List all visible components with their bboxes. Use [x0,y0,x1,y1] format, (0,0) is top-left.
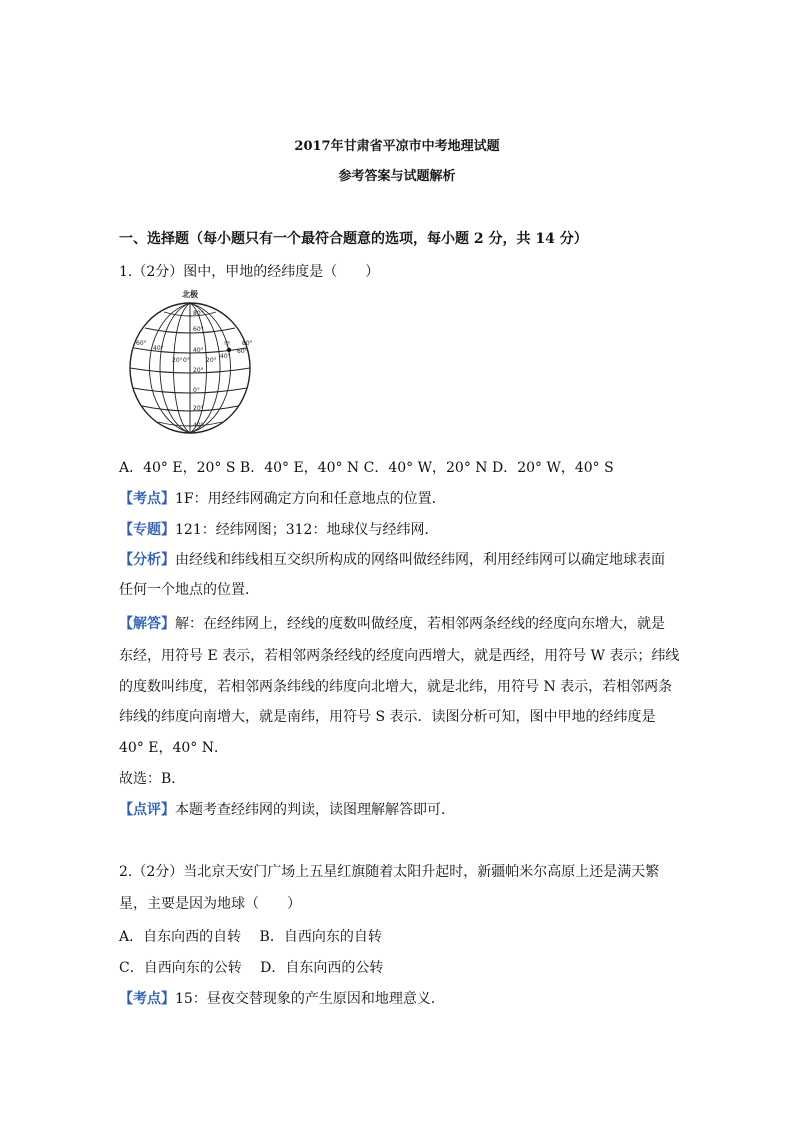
kaodian-text: 15：昼夜交替现象的产生原因和地理意义． [175,991,445,1007]
point-jia-marker [227,348,231,352]
lat-label: 40° [193,422,204,429]
question-1-stem: 1.（2分）图中，甲地的经纬度是（ ） [119,264,380,280]
q1-dianping [119,799,679,819]
jieda-line: 40° E，40° N． [119,740,228,756]
kaodian-tag: 【考点】 [119,491,175,507]
lon-label: 20° [206,357,217,364]
point-jia-label: 甲 [224,341,231,348]
q1-kaodian [119,488,679,508]
lat-label: 80° [193,310,204,317]
zhuanti-text: 121：经纬网图；312：地球仪与经纬网． [175,522,439,538]
q1-fenxi [119,549,679,569]
question-2-stem: 2.（2分）当北京天安门广场上五星红旗随着太阳升起时，新疆帕米尔高原上还是满天繁 [119,864,660,880]
jieda-line: 东经，用符号 E 表示，若相邻两条经线的经度向西增大，就是西经，用符号 W 表示；纬线 [119,648,680,664]
globe-figure [120,288,260,436]
lat-label: 0° [193,387,200,394]
jieda-line: 的度数叫纬度，若相邻两条纬线的纬度向北增大，就是北纬，用符号 N 表示，若相邻两条 [119,679,673,695]
lon-label: 40° [220,353,231,360]
doc-title: 2017年甘肃省平凉市中考地理试题 [294,139,500,154]
kaodian-tag: 【考点】 [119,991,175,1007]
q2-kaodian [119,988,679,1008]
lon-label: 0° [183,357,190,364]
dianping-tag: 【点评】 [119,802,175,818]
fenxi-tag: 【分析】 [119,552,175,568]
q1-jieda [119,613,679,633]
zhuanti-tag: 【专题】 [119,522,175,538]
question-2-options: A．自东向西的自转 B．自西向东的自转 [119,929,382,945]
question-2-stem: 星，主要是因为地球（ ） [119,896,301,912]
jieda-line: 解：在经纬网上，经线的度数叫做经度，若相邻两条经线的经度向东增大，就是 [175,616,665,632]
section-heading: 一、选择题（每小题只有一个最符合题意的选项，每小题 2 分，共 14 分） [119,231,588,247]
meridian-line [160,303,190,433]
lon-label: 80° [242,340,253,347]
fenxi-line: 任何一个地点的位置． [119,582,259,598]
kaodian-text: 1F：用经纬网确定方向和任意地点的位置． [175,491,446,507]
lat-label: 20° [193,367,204,374]
doc-subtitle: 参考答案与试题解析 [338,169,456,184]
jieda-line: 纬线的纬度向南增大，就是南纬，用符号 S 表示．读图分析可知，图中甲地的经纬度是 [119,709,656,725]
meridian-line [174,303,191,433]
lon-label: 60° [136,340,147,347]
question-1-options: A．40° E，20° S B．40° E，40° N C．40° W，20° N D．20° W，40° S [119,460,614,476]
dianping-text: 本题考查经纬网的判读，读图理解解答即可． [175,802,455,818]
lat-label: 20° [193,405,204,412]
lat-label: 40° [193,347,204,354]
jieda-tag: 【解答】 [119,616,175,632]
lon-label: 40° [153,345,164,352]
north-pole-label: 北极 [182,290,198,299]
q1-zhuanti [119,519,679,539]
lon-label: 60° [237,348,248,355]
lat-label: 60° [193,326,204,333]
question-1-answer: 故选：B． [119,771,186,787]
question-2-options: C．自西向东的公转 D．自东向西的公转 [119,960,384,976]
lon-label: 20° [172,357,183,364]
fenxi-line: 由经线和纬线相互交织所构成的网络叫做经纬网，利用经纬网可以确定地球表面 [175,552,665,568]
